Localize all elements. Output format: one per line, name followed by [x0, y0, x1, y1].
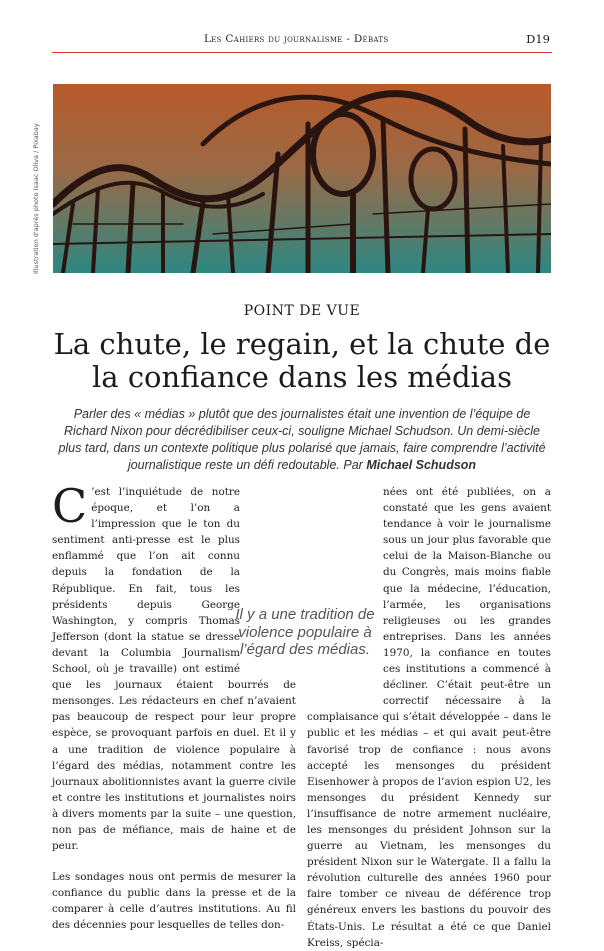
photo-credit: Illustration d'après photo Isaac Oliva / Pixabay — [32, 123, 40, 274]
article-column-1 — [52, 479, 296, 934]
pull-quote: Il y a une tradition de violence populaire à l’égard des médias. — [235, 606, 375, 658]
article-lede — [56, 406, 548, 474]
byline-prefix: Par — [343, 458, 363, 472]
page-header — [52, 22, 552, 52]
drop-cap: C — [52, 479, 88, 533]
publication-title: Les Cahiers du journalisme - Débats — [204, 33, 389, 45]
headline-line-2: la confiance dans les médias — [92, 360, 512, 394]
rollercoaster-illustration — [53, 84, 551, 273]
article-kicker: POINT DE VUE — [243, 303, 361, 319]
article-column-2 — [307, 484, 551, 951]
header-rule — [52, 52, 552, 53]
article-headline — [40, 328, 564, 394]
author-name: Michael Schudson — [366, 458, 477, 472]
page-number: D19 — [526, 32, 550, 46]
paragraph-1 — [52, 479, 296, 854]
paragraph-1-text: ’est l’inquiétude de notre époque, et l’on a l’impression que le ton du sentiment anti-presse est le plus enflammé que l’on ait connu depuis la fondation de la République. En fait, tous les présidents depuis George Washington, y compris Thomas Jefferson (dont la statue se dresse devant la Columbia Journalism School, où je travaille) ont estimé que les journaux étaient bourrés de mensonges. Les rédacteurs en chef n’avaient pas beaucoup de respect pour leur propre espèce, se provoquant parfois en duel. Et il y a une tradition de violence populaire à l’égard des médias, notamment contre les journaux abolitionnistes avant la guerre civile et contre les institutions et journalistes noirs à divers moments par la suite – une question, non pas de méfiance, mais de haine et de peur. — [52, 486, 296, 853]
lede-text: Parler des « médias » plutôt que des journalistes était une invention de l’équipe de Richard Nixon pour décrédibiliser ceux-ci, souligne Michael Schudson. Un demi-siècle plus tard, dans un contexte politique plus polarisé que jamais, faire comprendre l’activité journalistique reste un défi redoutable. — [58, 407, 546, 472]
headline-line-1: La chute, le regain, et la chute de — [53, 327, 551, 361]
paragraph-2: Les sondages nous ont permis de mesurer la confiance du public dans la presse et de la comparer à celle d’autres institutions. Au fil des décennies pour lesquelles de telles don- — [52, 871, 296, 932]
paragraph-3: nées ont été publiées, on a constaté que les gens avaient tendance à voir le journalisme sous un jour plus favorable que celui de la Maison-Blanche ou du Congrès, mais moins fiable que la médecine, l’éducation, l’armée, les organisations religieuses ou les grandes entreprises. Dans les années 1970, la confiance en toutes ces institutions a commencé à décliner. C’était peut-être un correctif nécessaire à la complaisance qui s’était développée – dans le public et les médias – et qui avait peut-être favorisé trop de confiance : nous avons accepté les mensonges du président Eisenhower à propos de l’avion espion U2, les mensonges du président Kennedy sur l’insuffisance de notre armement nucléaire, les mensonges du président Johnson sur la guerre au Vietnam, les mensonges du président Nixon sur le Watergate. Il a fallu la révolution culturelle des années 1960 pour faire tomber ce niveau de déférence trop généreux envers les bastions du pouvoir des États-Unis. Le résultat a été ce que Daniel Kreiss, spécia- — [307, 486, 551, 949]
